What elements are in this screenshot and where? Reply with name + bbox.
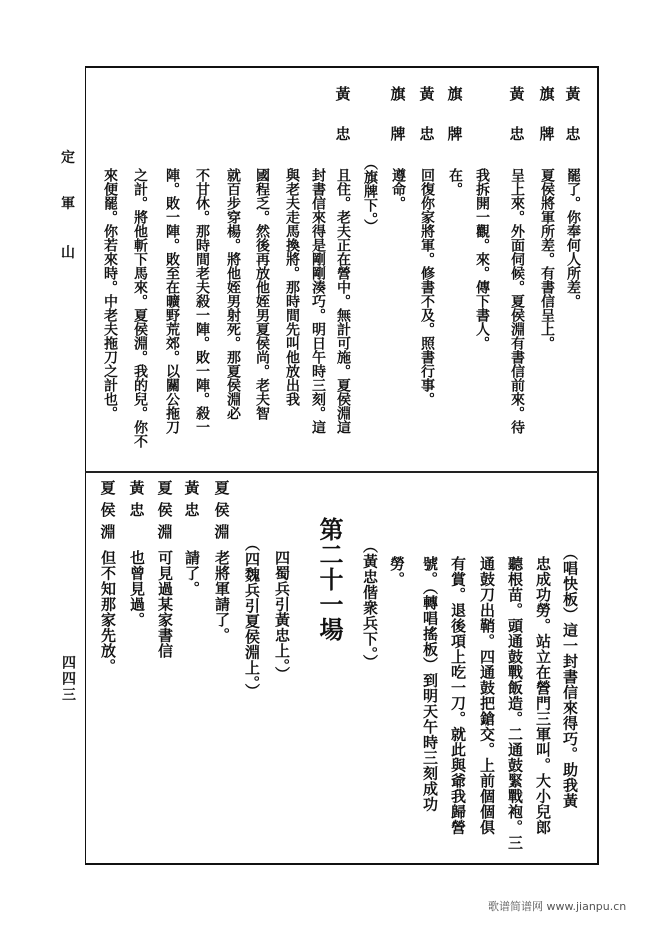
- text-column: 遵命。: [390, 168, 406, 210]
- watermark: 歌谱简谱网 www.jianpu.cn: [488, 900, 627, 913]
- text-column: 在。: [447, 168, 463, 196]
- speaker-name-char: 旗: [390, 85, 406, 103]
- text-column: 可見過某家書信: [156, 550, 174, 659]
- text-column: 通鼓刀出鞘。四通鼓把鎗交。上前個個俱: [478, 556, 496, 835]
- speaker-name-char: 黃: [419, 85, 435, 103]
- speaker-name-char: 黃: [129, 479, 145, 497]
- speaker-name-char: 黃: [509, 85, 525, 103]
- text-column: （四魏兵引夏侯淵上。）: [243, 536, 261, 699]
- text-column: 呈上來。外面伺候。夏侯淵有書信前來。待: [509, 168, 525, 434]
- text-column: 有賞。退後項上吃一刀。就此與爺我歸營: [449, 556, 467, 835]
- speaker-name-char: 忠: [419, 125, 435, 143]
- text-column: 老將軍請了。: [213, 550, 231, 643]
- text-column: 就百步穿楊。將他姪男射死。那夏侯淵必: [225, 168, 241, 420]
- speaker-name-char: 侯: [100, 501, 116, 519]
- text-column: 我拆開一觀。來。傳下書人。: [474, 168, 490, 350]
- text-column: （唱快板）這一封書信來得巧。助我黃: [561, 545, 579, 809]
- speaker-name-char: 黃: [184, 479, 200, 497]
- text-column: （黃忠偕衆兵下。）: [361, 538, 379, 670]
- speaker-name-char: 忠: [129, 501, 145, 519]
- text-column: 國程乏。然後再放他姪男夏侯尚。老夫智: [254, 168, 270, 420]
- speaker-name-char: 侯: [214, 501, 230, 519]
- speaker-name-char: 牌: [447, 125, 463, 143]
- text-column: 四蜀兵引黃忠上。）: [273, 550, 291, 682]
- running-title-char: 軍: [61, 196, 75, 212]
- text-column: 忠成功勞。站立在營門三軍叫。大小兒郎: [534, 556, 552, 835]
- speaker-name-char: 牌: [390, 125, 406, 143]
- text-column: 聽根苗。頭通鼓戰飯造。二通鼓緊戰袍。三: [506, 556, 524, 851]
- section-divider: [85, 471, 598, 473]
- speaker-name-char: 旗: [447, 85, 463, 103]
- text-column: 與老夫走馬換將。那時間先叫他放出我: [284, 168, 300, 406]
- text-column: 之計。將他斬下馬來。夏侯淵。我的兒。你不: [132, 168, 148, 448]
- speaker-name-char: 忠: [509, 125, 525, 143]
- speaker-name-char: 淵: [100, 523, 116, 541]
- speaker-name-char: 侯: [157, 501, 173, 519]
- speaker-name-char: 旗: [539, 85, 555, 103]
- speaker-name-char: 忠: [184, 501, 200, 519]
- speaker-name-char: 夏: [157, 479, 173, 497]
- text-column: 但不知那家先放。: [99, 550, 117, 674]
- scene-title: 第二十一場: [315, 517, 344, 642]
- text-column: 號。（轉唱搖板）到明天午時三刻成功: [421, 556, 439, 812]
- text-column: 夏侯將軍所差。有書信呈上。: [539, 168, 555, 350]
- speaker-name-char: 牌: [539, 125, 555, 143]
- text-column: 勞。: [388, 556, 406, 587]
- page-number: 四四三: [60, 655, 76, 703]
- speaker-name-char: 忠: [335, 125, 351, 143]
- speaker-name-char: 黃: [565, 85, 581, 103]
- text-column: 陣。敗一陣。敗至在曠野荒郊。以關公拖刀: [164, 168, 180, 434]
- text-column: 請了。: [183, 550, 201, 597]
- text-column: 也曾見過。: [128, 550, 146, 628]
- speaker-name-char: 黃: [335, 85, 351, 103]
- text-column: 不甘休。那時間老夫殺一陣。敗一陣。殺一: [194, 168, 210, 434]
- text-column: 罷了。你奉何人所差。: [565, 168, 581, 308]
- text-column: 回復你家將軍。修書不及。照書行事。: [419, 168, 435, 406]
- speaker-name-char: 淵: [214, 523, 230, 541]
- speaker-name-char: 夏: [100, 479, 116, 497]
- text-column: （旗牌下。）: [362, 156, 378, 233]
- speaker-name-char: 忠: [565, 125, 581, 143]
- running-title-char: 山: [61, 245, 75, 261]
- text-column: 封書信來得是剛剛湊巧。明日午時三刻。這: [310, 168, 326, 434]
- speaker-name-char: 夏: [214, 479, 230, 497]
- text-column: 且住。老夫正在營中。無計可施。夏侯淵這: [335, 168, 351, 434]
- speaker-name-char: 淵: [157, 523, 173, 541]
- text-column: 來便罷。你若來時。中老夫拖刀之計也。: [102, 168, 118, 420]
- running-title-char: 定: [61, 150, 75, 166]
